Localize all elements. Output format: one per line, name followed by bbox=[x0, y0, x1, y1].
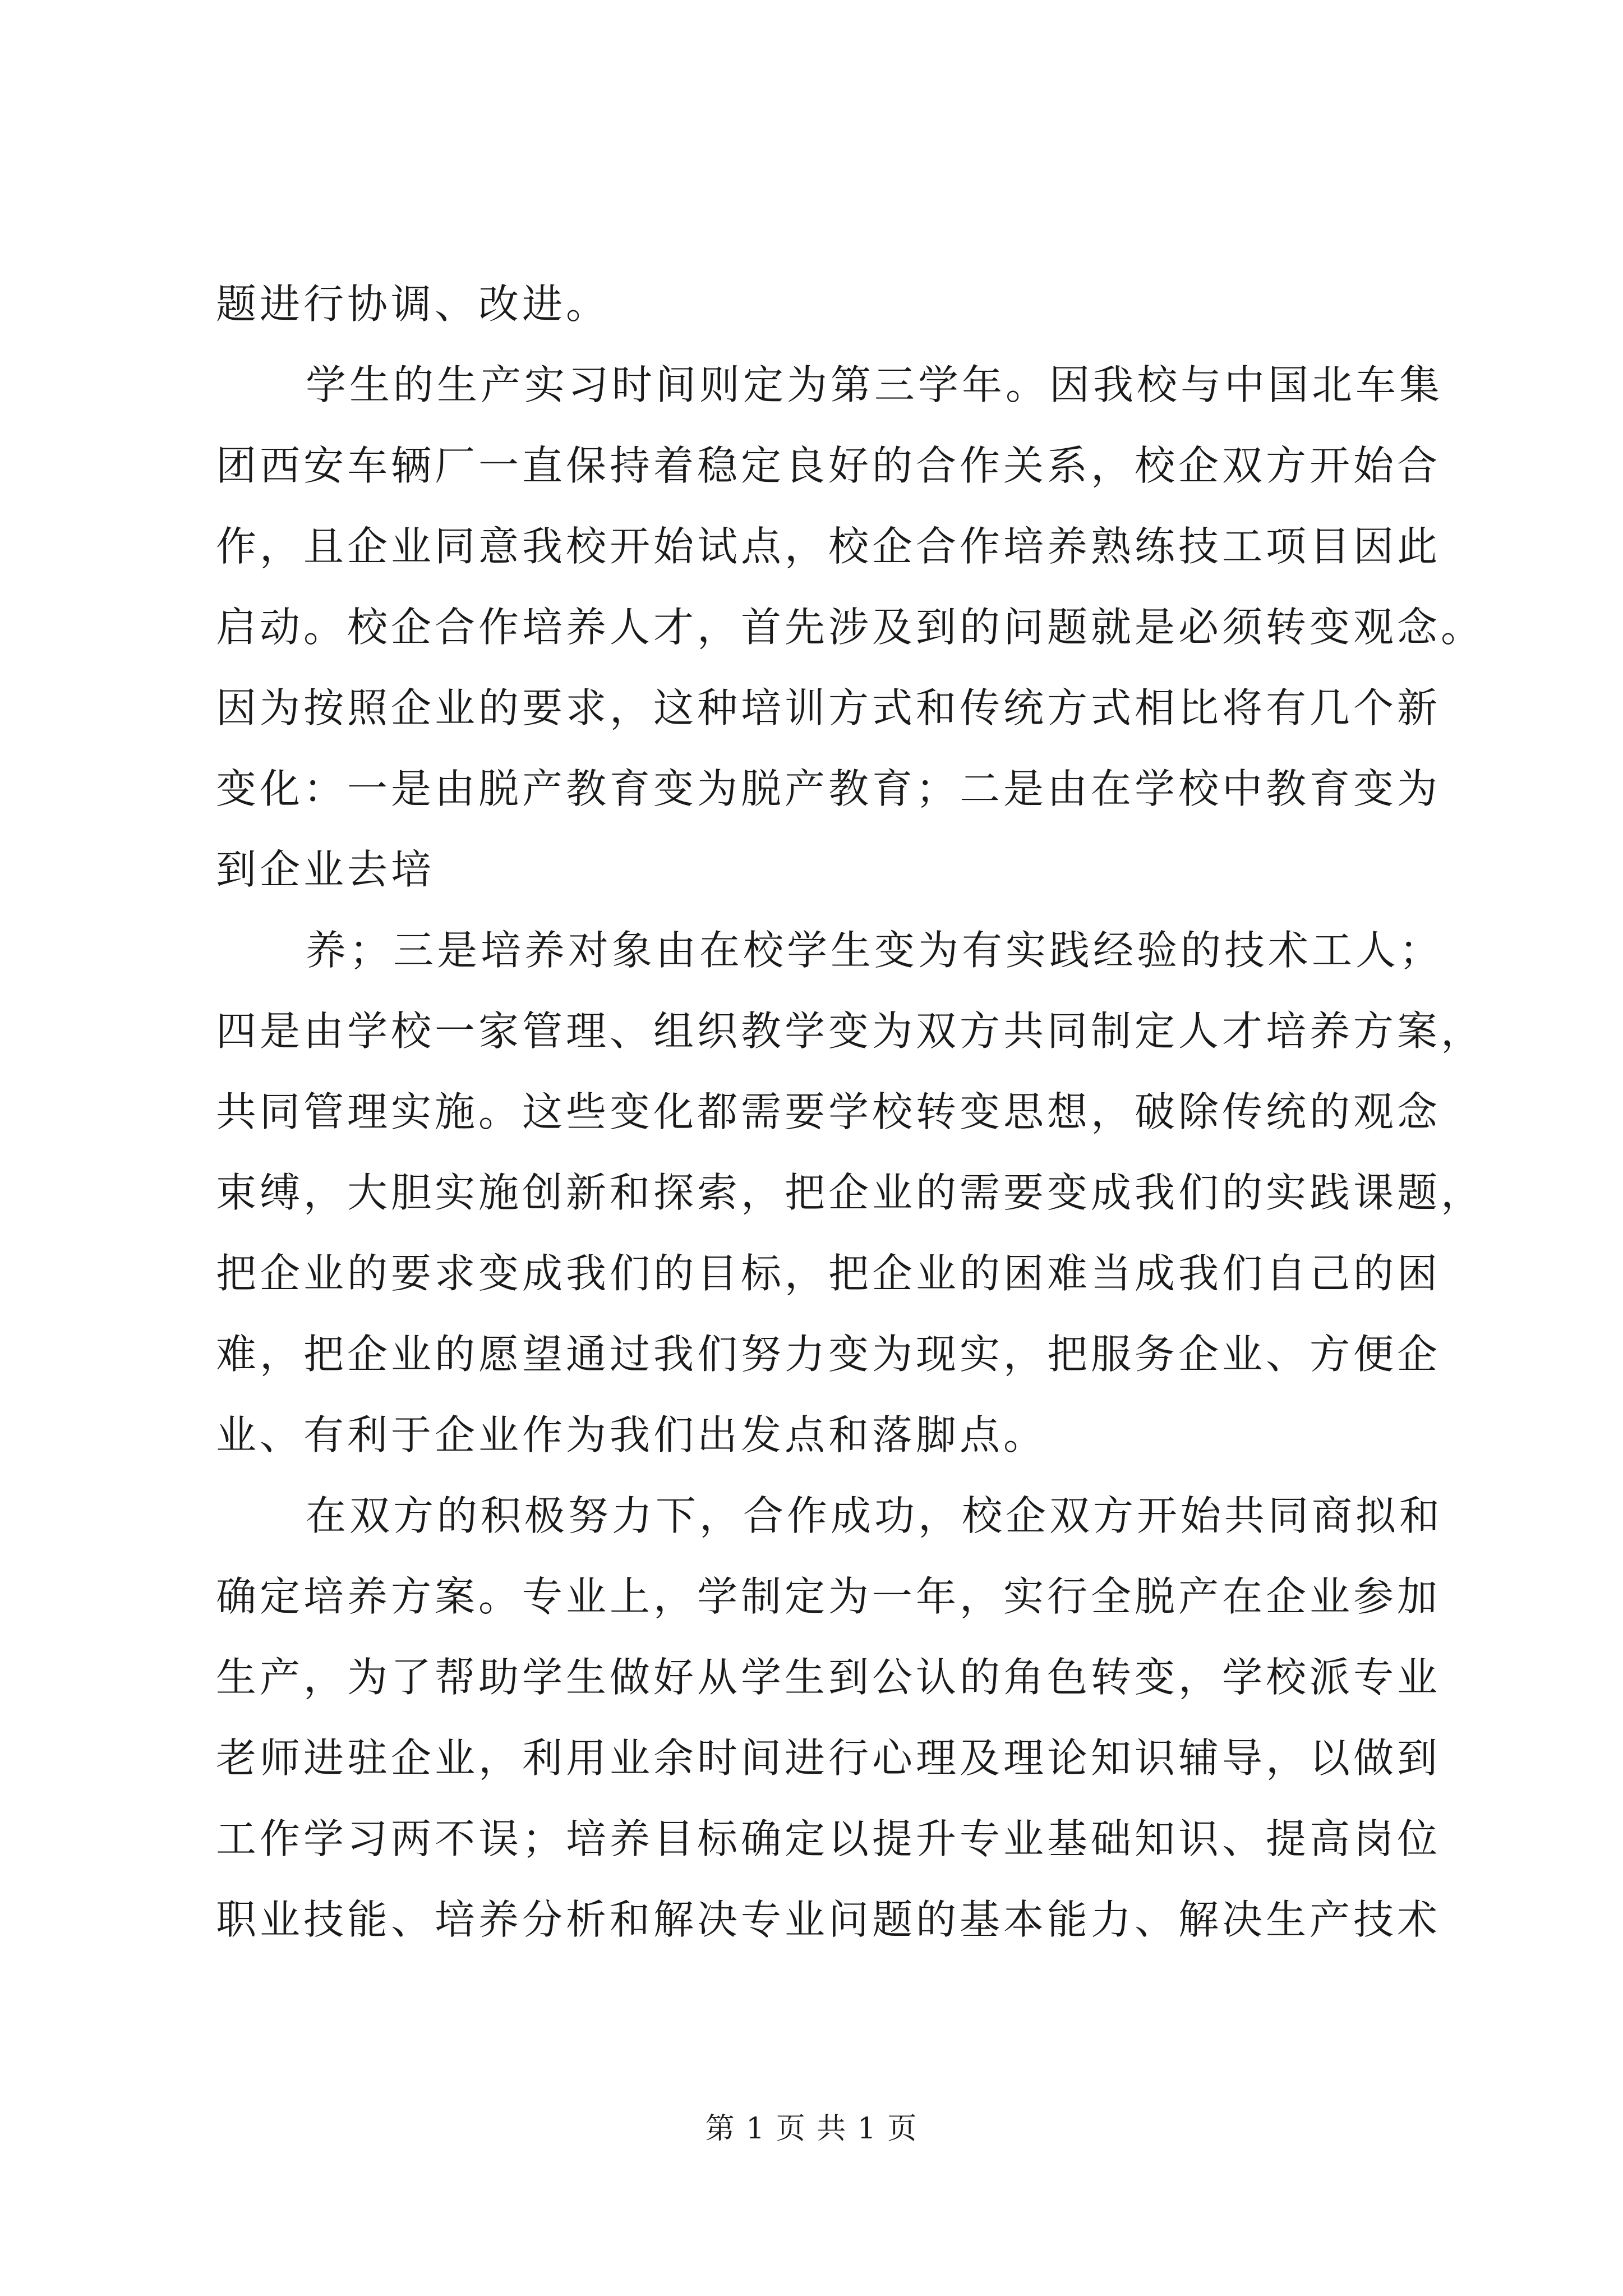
text-line: 确定培养方案。专业上，学制定为一年，实行全脱产在企业参加 bbox=[216, 1573, 1441, 1620]
text-line: 在双方的积极努力下，合作成功，校企双方开始共同商拟和 bbox=[306, 1492, 1444, 1539]
text-line: 题进行协调、改进。 bbox=[216, 280, 610, 328]
text-line: 四是由学校一家管理、组织教学变为双方共同制定人才培养方案， bbox=[216, 1007, 1485, 1055]
text-line: 启动。校企合作培养人才，首先涉及到的问题就是必须转变观念。 bbox=[216, 604, 1485, 651]
text-line: 变化：一是由脱产教育变为脱产教育；二是由在学校中教育变为 bbox=[216, 765, 1441, 812]
text-line: 把企业的要求变成我们的目标，把企业的困难当成我们自己的困 bbox=[216, 1250, 1441, 1297]
text-line: 业、有利于企业作为我们出发点和落脚点。 bbox=[216, 1411, 1048, 1458]
body-text bbox=[216, 264, 1485, 1960]
text-line: 老师进驻企业，利用业余时间进行心理及理论知识辅导，以做到 bbox=[216, 1734, 1441, 1782]
text-line: 难，把企业的愿望通过我们努力变为现实，把服务企业、方便企 bbox=[216, 1331, 1441, 1378]
page-footer: 第 1 页 共 1 页 bbox=[705, 2112, 918, 2146]
text-line: 作，且企业同意我校开始试点，校企合作培养熟练技工项目因此 bbox=[216, 523, 1441, 570]
text-line: 职业技能、培养分析和解决专业问题的基本能力、解决生产技术 bbox=[216, 1896, 1441, 1943]
text-line: 养；三是培养对象由在校学生变为有实践经验的技术工人； bbox=[306, 927, 1444, 974]
text-line: 工作学习两不误；培养目标确定以提升专业基础知识、提高岗位 bbox=[216, 1815, 1441, 1862]
text-line: 团西安车辆厂一直保持着稳定良好的合作关系，校企双方开始合 bbox=[216, 442, 1441, 489]
text-line: 到企业去培 bbox=[216, 846, 435, 893]
text-line: 生产，为了帮助学生做好从学生到公认的角色转变，学校派专业 bbox=[216, 1654, 1441, 1701]
text-line: 束缚，大胆实施创新和探索，把企业的需要变成我们的实践课题， bbox=[216, 1169, 1485, 1216]
text-line: 共同管理实施。这些变化都需要学校转变思想，破除传统的观念 bbox=[216, 1088, 1441, 1135]
text-line: 学生的生产实习时间则定为第三学年。因我校与中国北车集 bbox=[306, 361, 1444, 408]
text-line: 因为按照企业的要求，这种培训方式和传统方式相比将有几个新 bbox=[216, 684, 1441, 731]
